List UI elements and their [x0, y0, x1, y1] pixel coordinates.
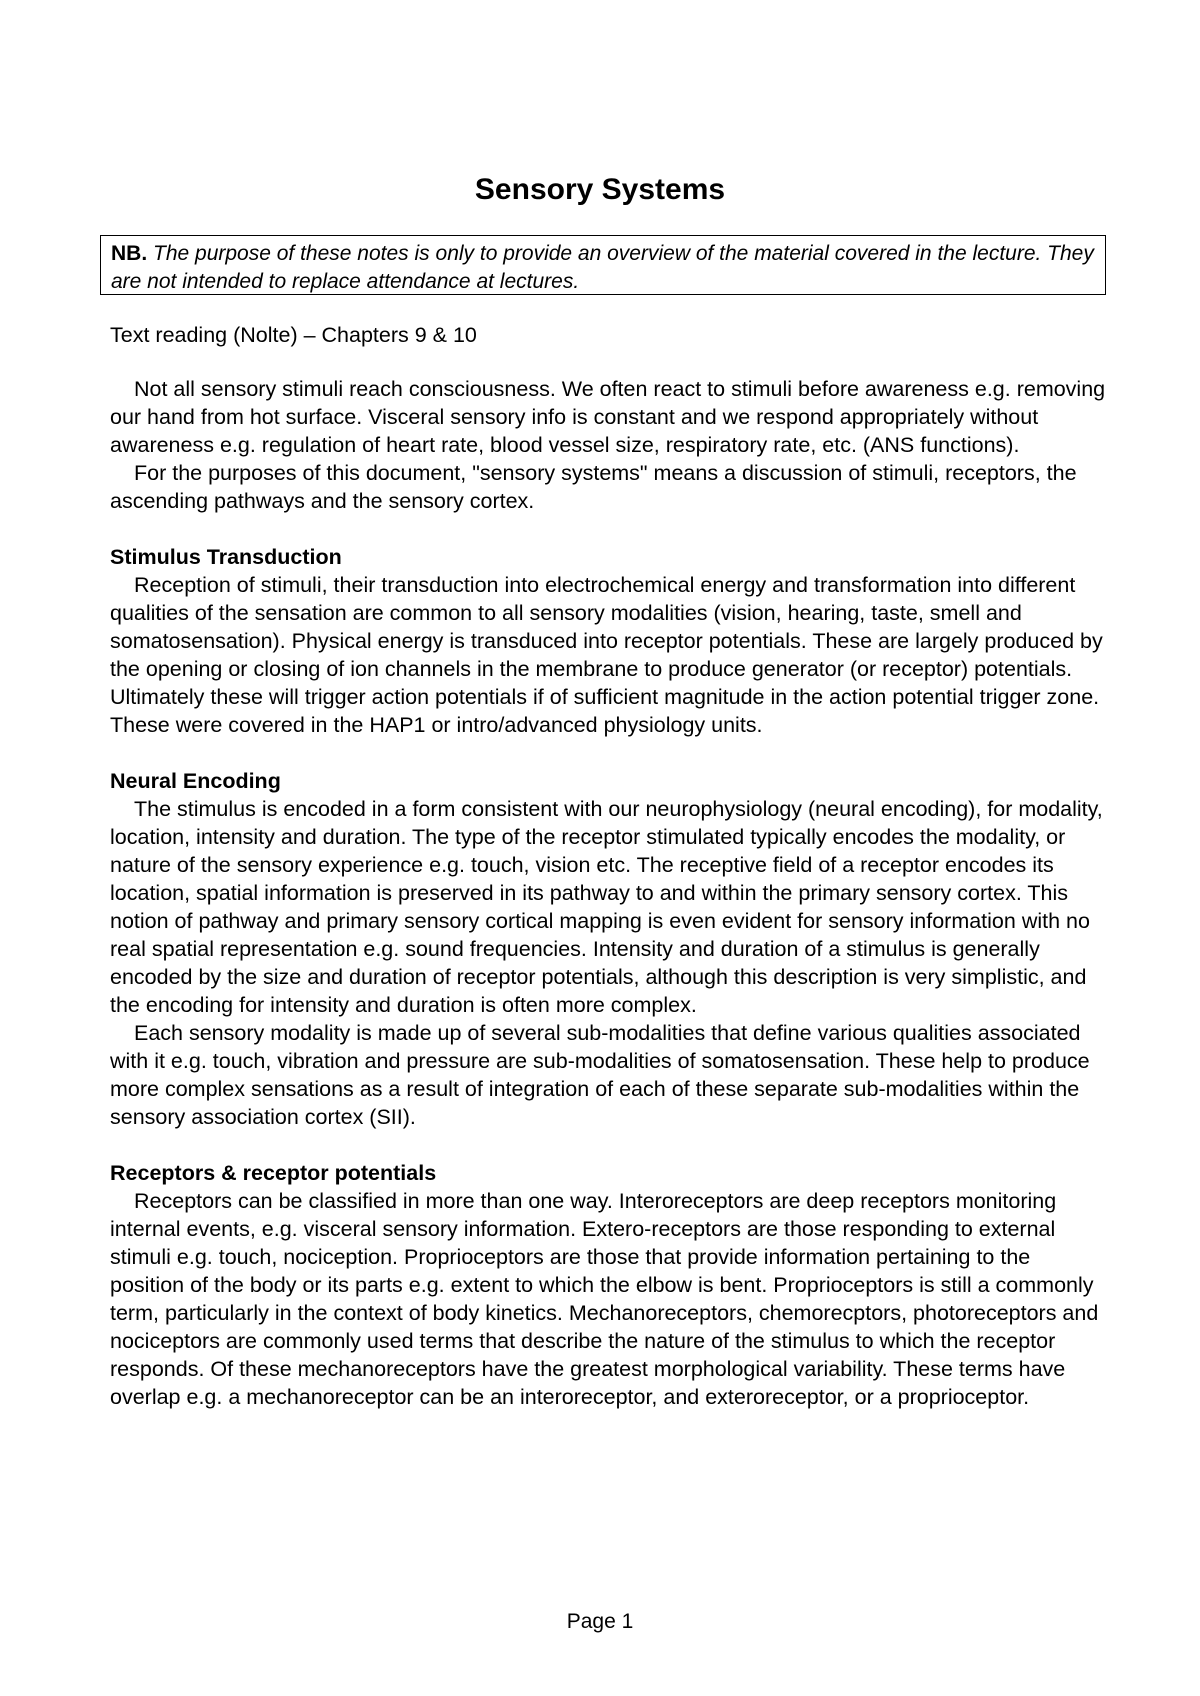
note-label: NB. — [111, 242, 148, 265]
section-heading-stimulus-transduction: Stimulus Transduction — [110, 545, 342, 569]
document-body — [110, 321, 1110, 1411]
intro-paragraph: For the purposes of this document, "sensory systems" means a discussion of stimuli, receptors, the ascending pathways and the sensory cortex. — [110, 461, 1077, 513]
section-heading-neural-encoding: Neural Encoding — [110, 769, 281, 793]
section-paragraph: The stimulus is encoded in a form consistent with our neurophysiology (neural encoding), for modality, location, intensity and duration. The type of the receptor stimulated typically encodes the modality, or nature of the sensory experience e.g. touch, vision etc. The receptive field of a receptor encodes its location, spatial information is preserved in its pathway to and within the primary sensory cortex. This notion of pathway and primary sensory cortical mapping is even evident for sensory information with no real spatial representation e.g. sound frequencies. Intensity and duration of a stimulus is generally encoded by the size and duration of receptor potentials, although this description is very simplistic, and the encoding for intensity and duration is often more complex. — [110, 797, 1103, 1017]
section-heading-receptors: Receptors & receptor potentials — [110, 1161, 437, 1185]
section-paragraph: Reception of stimuli, their transduction into electrochemical energy and transformation into different qualities of the sensation are common to all sensory modalities (vision, hearing, taste, smell and somatosensation). Physical energy is transduced into receptor potentials. These are largely produced by the opening or closing of ion channels in the membrane to produce generator (or receptor) potentials. Ultimately these will trigger action potentials if of sufficient magnitude in the action potential trigger zone. These were covered in the HAP1 or intro/advanced physiology units. — [110, 573, 1103, 737]
document-title: Sensory Systems — [474, 173, 726, 206]
note-text: The purpose of these notes is only to provide an overview of the material covered in the lecture. They are not intended to replace attendance at lectures. — [111, 242, 1094, 293]
page-number: Page 1 — [566, 1610, 634, 1633]
section-paragraph: Receptors can be classified in more than one way. Interoreceptors are deep receptors monitoring internal events, e.g. visceral sensory information. Extero-receptors are those responding to external stimuli e.g. touch, nociception. Proprioceptors are those that provide information pertaining to the position of the body or its parts e.g. extent to which the elbow is bent. Proprioceptors is still a commonly term, particularly in the context of body kinetics. Mechanoreceptors, chemorecptors, photoreceptors and nociceptors are commonly used terms that describe the nature of the stimulus to which the receptor responds. Of these mechanoreceptors have the greatest morphological variability. These terms have overlap e.g. a mechanoreceptor can be an interoreceptor, and exteroreceptor, or a proprioceptor. — [110, 1189, 1099, 1409]
reading-reference: Text reading (Nolte) – Chapters 9 & 10 — [110, 323, 477, 347]
note-box — [100, 235, 1106, 295]
section-paragraph: Each sensory modality is made up of several sub-modalities that define various qualities associated with it e.g. touch, vibration and pressure are sub-modalities of somatosensation. These help to produce more complex sensations as a result of integration of each of these separate sub-modalities within the sensory association cortex (SII). — [110, 1021, 1090, 1129]
intro-paragraph: Not all sensory stimuli reach consciousness. We often react to stimuli before awareness e.g. removing our hand from hot surface. Visceral sensory info is constant and we respond appropriately without awareness e.g. regulation of heart rate, blood vessel size, respiratory rate, etc. (ANS functions). — [110, 377, 1106, 457]
